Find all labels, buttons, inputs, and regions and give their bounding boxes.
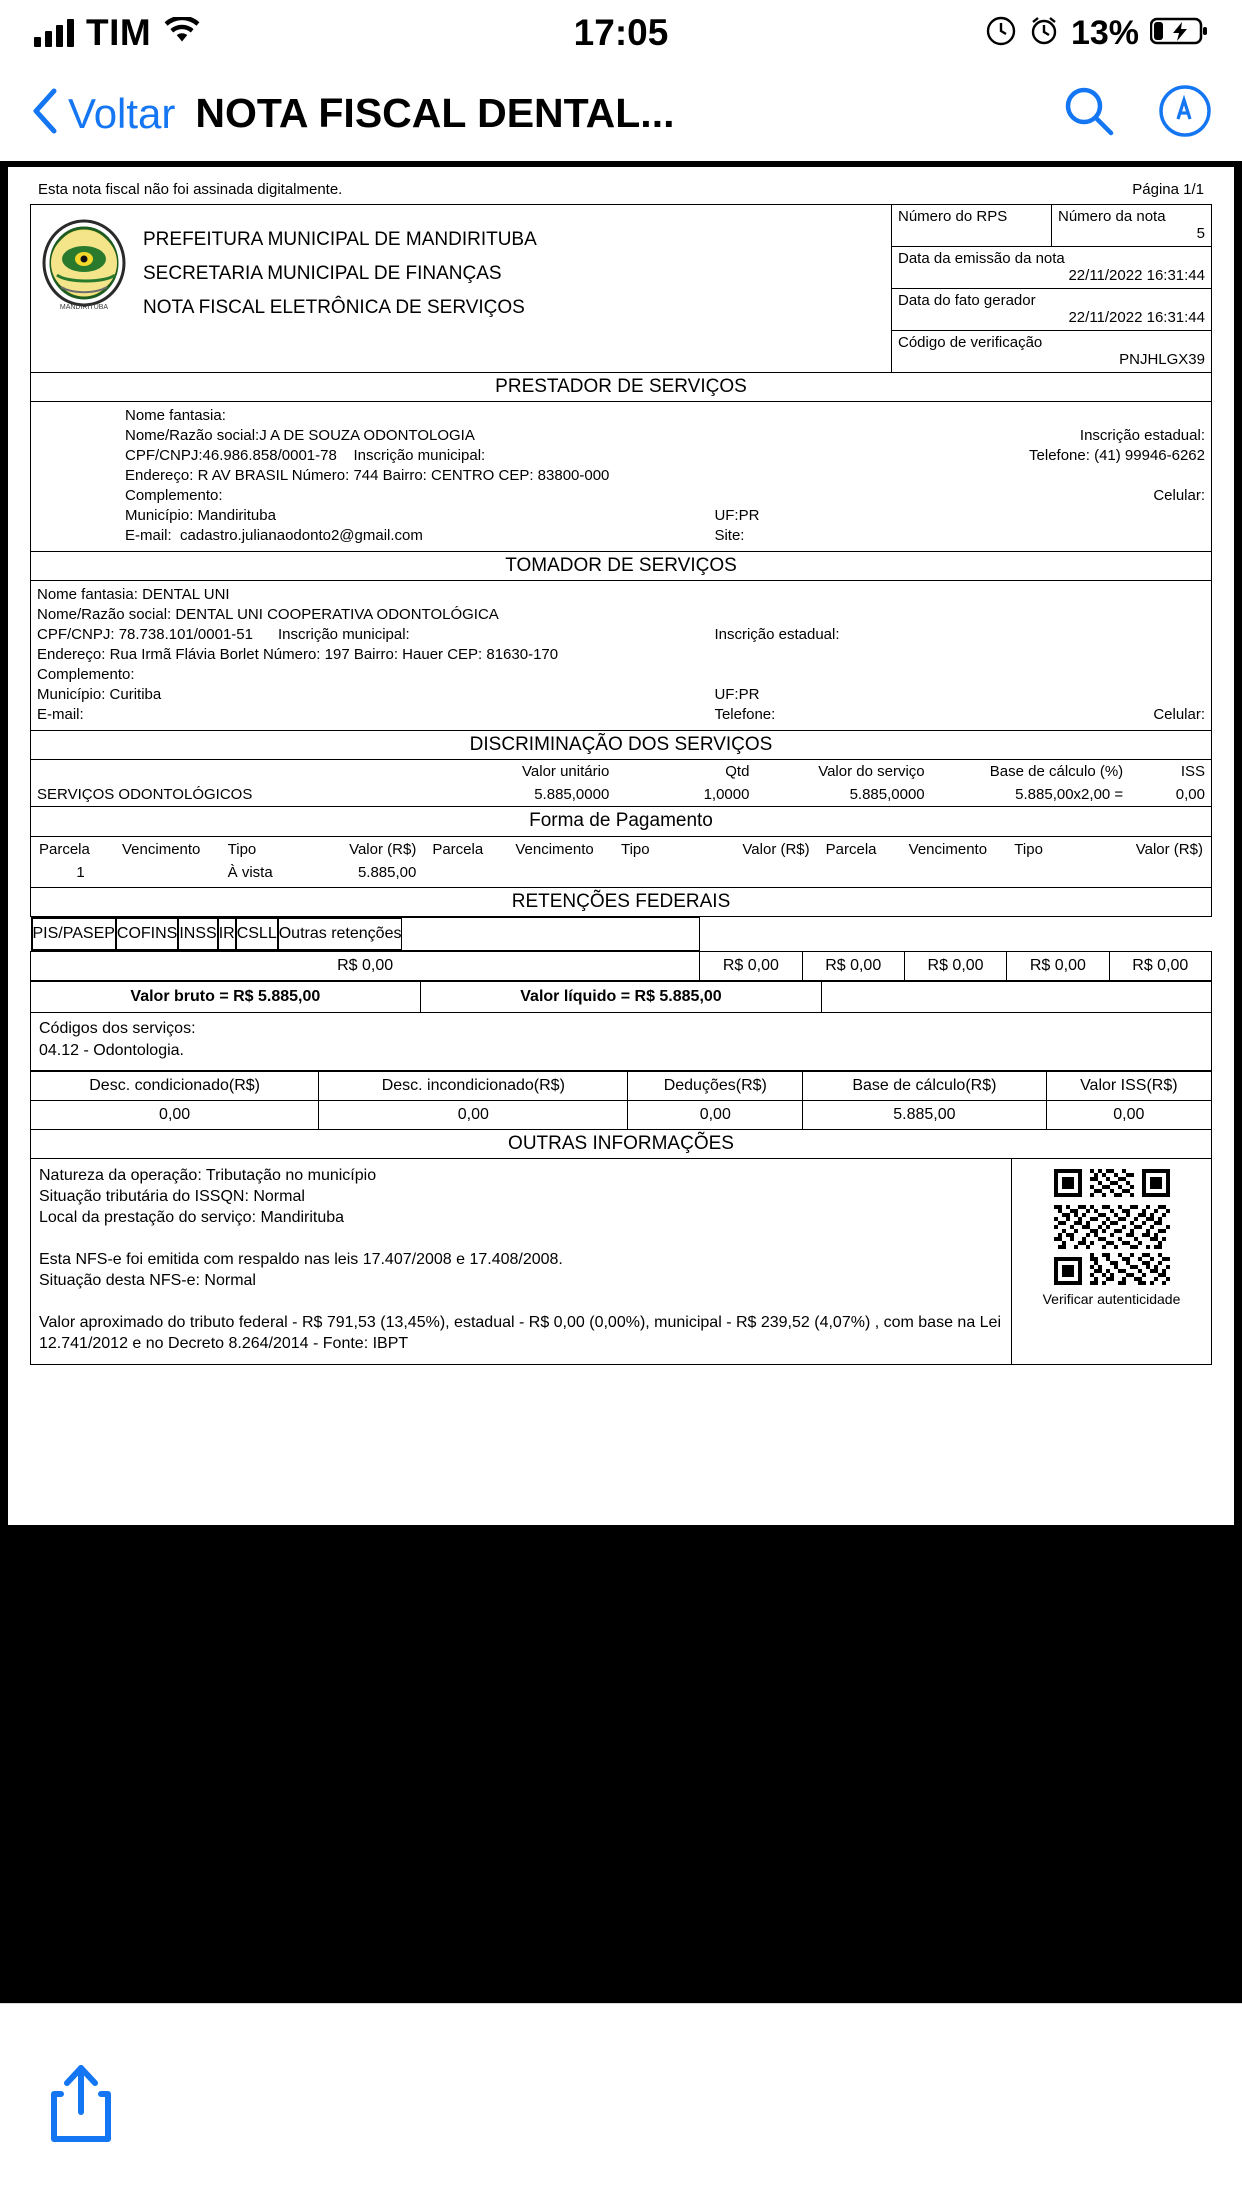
valor-liquido: Valor líquido = R$ 5.885,00: [420, 982, 822, 1013]
svg-text:MANDIRITUBA: MANDIRITUBA: [59, 304, 109, 311]
outras-line-4: [39, 1228, 1003, 1249]
tomador-ie-label: Inscrição estadual:: [714, 626, 840, 643]
tomador-im-label: Inscrição municipal:: [278, 626, 410, 643]
pagamento-col-vencimento: Vencimento: [122, 841, 201, 858]
viewer-bottom-gap: [0, 1883, 1242, 2003]
status-bar: [0, 0, 1242, 66]
descontos-col-valor-iss: Valor ISS(R$): [1046, 1072, 1211, 1101]
prestador-ie-label: Inscrição estadual:: [1079, 427, 1205, 444]
prestador-razao-value: J A DE SOUZA ODONTOLOGIA: [259, 427, 475, 444]
share-icon[interactable]: [48, 2062, 114, 2151]
pagamento-table: [30, 837, 1212, 888]
pagamento-col-parcela-2: Parcela: [432, 841, 484, 858]
retencoes-section-title: RETENÇÕES FEDERAIS: [30, 888, 1212, 917]
fato-gerador-label: Data do fato gerador: [898, 292, 1036, 309]
pagamento-tipo-value: À vista: [227, 864, 273, 881]
service-valor-unitario: 5.885,0000: [534, 786, 610, 803]
nota-cell: [1051, 205, 1211, 246]
issuer-line-3: NOTA FISCAL ELETRÔNICA DE SERVIÇOS: [143, 297, 525, 318]
service-valor-servico: 5.885,0000: [849, 786, 925, 803]
tomador-cnpj-label: CPF/CNPJ:: [37, 626, 115, 643]
pagamento-group-2-values: [424, 864, 817, 881]
prestador-nome-fantasia-label: Nome fantasia:: [125, 407, 226, 424]
retencoes-value-pis: R$ 0,00: [31, 952, 700, 981]
prestador-block: [30, 402, 1212, 552]
pagamento-col-tipo: Tipo: [227, 841, 257, 858]
bottom-toolbar: [0, 2003, 1242, 2208]
pagamento-vencimento-value: [122, 864, 228, 881]
rps-nota-row: [892, 205, 1211, 247]
outras-line-8: Valor aproximado do tributo federal - R$ 791,53 (13,45%), estadual - R$ 0,00 (0,00%), municipal - R$ 239,52 (4,07%) , com base na Lei: [39, 1314, 1002, 1331]
services-col-base-calculo: Base de cálculo (%): [989, 763, 1124, 780]
qr-caption: Verificar autenticidade: [1042, 1291, 1181, 1307]
pagamento-col-vencimento-3: Vencimento: [908, 841, 988, 858]
services-col-valor-servico: Valor do serviço: [818, 763, 925, 780]
totais-empty-cell: [822, 982, 1212, 1013]
descontos-col-condicionado: Desc. condicionado(R$): [31, 1072, 319, 1101]
services-col-valor-unitario: Valor unitário: [522, 763, 610, 780]
emissao-value: 22/11/2022 16:31:44: [1068, 267, 1205, 284]
prestador-telefone-value: (41) 99946-6262: [1094, 447, 1205, 464]
invoice-meta: [891, 205, 1211, 372]
retencoes-values-row: [31, 952, 1212, 981]
outras-line-7: [39, 1291, 1003, 1312]
descontos-header-row: [31, 1072, 1212, 1101]
pagamento-group-3-values: [818, 864, 1211, 881]
tomador-municipio-value: Curitiba: [109, 686, 162, 703]
verificacao-value: PNJHLGX39: [1119, 351, 1205, 368]
chevron-left-icon: [30, 87, 58, 140]
pagamento-valor-value: 5.885,00: [357, 864, 417, 881]
prestador-endereco-label: Endereço:: [125, 467, 194, 484]
issuer-line-1: PREFEITURA MUNICIPAL DE MANDIRITUBA: [143, 229, 537, 250]
pagamento-col-valor-2: Valor (R$): [742, 841, 810, 858]
prestador-cnpj-label: CPF/CNPJ:: [125, 447, 203, 464]
issuer-lines: [143, 213, 537, 325]
outras-informacoes-text: [31, 1159, 1011, 1364]
rps-cell: [892, 205, 1051, 246]
pagamento-header-group-2: [424, 841, 817, 858]
retencoes-value-outras: R$ 0,00: [1109, 952, 1211, 981]
tomador-telefone-label: Telefone:: [714, 706, 776, 723]
nav-actions: [1060, 83, 1212, 144]
not-signed-notice: Esta nota fiscal não foi assinada digitalmente.: [38, 181, 343, 198]
invoice-header: [30, 204, 1212, 373]
prestador-complemento-label: Complemento:: [125, 487, 223, 504]
retencoes-col-outras: Outras retenções: [278, 918, 403, 950]
page-indicator: Página 1/1: [1132, 181, 1204, 198]
services-table: [30, 760, 1212, 807]
prestador-celular-label: Celular:: [1153, 487, 1205, 504]
prestador-uf-label: UF:: [714, 507, 739, 524]
carrier-label: TIM: [86, 12, 152, 53]
services-col-desc: [37, 763, 434, 780]
codigos-servicos-block: [30, 1013, 1212, 1071]
service-base-calculo: 5.885,00x2,00 =: [1015, 786, 1124, 803]
descontos-value-valor-iss: 0,00: [1046, 1101, 1211, 1130]
pagamento-data-row: [31, 864, 1211, 881]
nota-value: 5: [1196, 225, 1205, 242]
pagamento-parcela-value: 1: [76, 864, 85, 881]
pagamento-header-row: [31, 841, 1211, 858]
tomador-nome-fantasia-value: DENTAL UNI: [142, 586, 230, 603]
tomador-celular-label: Celular:: [1153, 706, 1205, 723]
fato-gerador-value: 22/11/2022 16:31:44: [1068, 309, 1205, 326]
services-col-iss: ISS: [1180, 763, 1205, 780]
prestador-uf-value: PR: [738, 507, 760, 524]
service-qtd: 1,0000: [703, 786, 750, 803]
descontos-col-base-calculo: Base de cálculo(R$): [803, 1072, 1046, 1101]
markup-pen-icon[interactable]: [1158, 84, 1212, 143]
service-descricao: SERVIÇOS ODONTOLÓGICOS: [37, 786, 253, 803]
descontos-table: [30, 1071, 1212, 1130]
tomador-municipio-label: Município:: [37, 686, 106, 703]
service-iss: 0,00: [1175, 786, 1205, 803]
tomador-complemento-label: Complemento:: [37, 666, 135, 683]
descontos-value-condicionado: 0,00: [31, 1101, 319, 1130]
retencoes-col-ir: IR: [218, 918, 236, 950]
document-viewer[interactable]: [0, 161, 1242, 1883]
pagamento-col-parcela-3: Parcela: [825, 841, 877, 858]
fato-gerador-row: [892, 289, 1211, 331]
city-coat-of-arms-icon: [37, 213, 131, 321]
back-button[interactable]: [30, 87, 175, 140]
tomador-section-title: TOMADOR DE SERVIÇOS: [30, 552, 1212, 581]
tomador-nome-fantasia-label: Nome fantasia:: [37, 586, 138, 603]
retencoes-value-inss: R$ 0,00: [802, 952, 904, 981]
tomador-endereco-value: Rua Irmã Flávia Borlet Número: 197 Bairro: Hauer CEP: 81630-170: [109, 646, 559, 663]
codigos-servicos-label: Códigos dos serviços:: [39, 1020, 196, 1037]
emissao-row: [892, 247, 1211, 289]
page-head: [30, 181, 1212, 204]
descontos-value-incondicionado: 0,00: [319, 1101, 628, 1130]
totais-row: [31, 982, 1212, 1013]
services-header-row: [31, 760, 1211, 783]
prestador-cnpj-value: 46.986.858/0001-78: [202, 447, 337, 464]
pagamento-col-parcela: Parcela: [39, 841, 90, 858]
tomador-email-label: E-mail:: [37, 706, 84, 723]
retencoes-value-csll: R$ 0,00: [1007, 952, 1109, 981]
pagamento-col-tipo-2: Tipo: [620, 841, 650, 858]
table-row: [31, 783, 1211, 806]
retencoes-value-cofins: R$ 0,00: [700, 952, 802, 981]
retencoes-header-row: [31, 917, 700, 951]
verificacao-label: Código de verificação: [898, 334, 1043, 351]
prestador-email-label: E-mail:: [125, 527, 172, 544]
emissao-label: Data da emissão da nota: [898, 250, 1065, 267]
search-icon[interactable]: [1060, 83, 1116, 144]
nota-label: Número da nota: [1058, 208, 1166, 225]
retencoes-col-pis: PIS/PASEP: [32, 918, 116, 950]
tomador-uf-label: UF:: [714, 686, 739, 703]
tomador-razao-value: DENTAL UNI COOPERATIVA ODONTOLÓGICA: [175, 606, 499, 623]
totais-table: [30, 981, 1212, 1013]
back-button-label: Voltar: [68, 89, 176, 137]
clock-label: 17:05: [573, 12, 669, 53]
retencoes-col-csll: CSLL: [236, 918, 278, 950]
tomador-uf-value: PR: [738, 686, 760, 703]
invoice-header-left: [31, 205, 891, 372]
retencoes-value-ir: R$ 0,00: [904, 952, 1006, 981]
pagamento-col-valor-3: Valor (R$): [1135, 841, 1203, 858]
prestador-email-value: cadastro.julianaodonto2@gmail.com: [180, 527, 423, 544]
valor-bruto: Valor bruto = R$ 5.885,00: [31, 982, 421, 1013]
pagamento-col-tipo-3: Tipo: [1014, 841, 1043, 858]
pagamento-header-group-3: [818, 841, 1211, 858]
retencoes-col-cofins: COFINS: [116, 918, 178, 950]
verificacao-row: [892, 331, 1211, 372]
pagamento-group-1-values: [31, 864, 424, 881]
rps-value: [898, 225, 1045, 242]
tomador-block: [30, 581, 1212, 731]
pagamento-section-title: Forma de Pagamento: [30, 807, 1212, 837]
prestador-site-label: Site:: [714, 527, 745, 544]
pagamento-col-valor: Valor (R$): [349, 841, 417, 858]
retencoes-col-inss: INSS: [178, 918, 217, 950]
outras-line-5: Esta NFS-e foi emitida com respaldo nas leis 17.407/2008 e 17.408/2008.: [39, 1251, 563, 1268]
descontos-values-row: [31, 1101, 1212, 1130]
descontos-col-incondicionado: Desc. incondicionado(R$): [319, 1072, 628, 1101]
tomador-cnpj-value: 78.738.101/0001-51: [118, 626, 253, 643]
rps-label: Número do RPS: [898, 208, 1008, 225]
descontos-value-base-calculo: 5.885,00: [803, 1101, 1046, 1130]
tomador-razao-label: Nome/Razão social:: [37, 606, 172, 623]
prestador-municipio-label: Município:: [125, 507, 194, 524]
prestador-razao-label: Nome/Razão social:: [125, 427, 260, 444]
outras-line-6: Situação desta NFS-e: Normal: [39, 1272, 256, 1289]
invoice-page: [8, 167, 1234, 1525]
page-title: NOTA FISCAL DENTAL...: [195, 90, 675, 136]
prestador-im-label: Inscrição municipal:: [353, 447, 486, 464]
prestador-municipio-value: Mandirituba: [197, 507, 276, 524]
qr-block[interactable]: [1011, 1159, 1211, 1364]
pagamento-col-vencimento-2: Vencimento: [515, 841, 594, 858]
descontos-value-deducoes: 0,00: [628, 1101, 803, 1130]
outras-informacoes-block: [30, 1159, 1212, 1365]
outras-line-3: Local da prestação do serviço: Mandirituba: [39, 1209, 345, 1226]
services-col-qtd: Qtd: [725, 763, 750, 780]
descontos-col-deducoes: Deduções(R$): [628, 1072, 803, 1101]
outras-line-1: Natureza da operação: Tributação no município: [39, 1167, 377, 1184]
prestador-section-title: PRESTADOR DE SERVIÇOS: [30, 373, 1212, 402]
outras-informacoes-section-title: OUTRAS INFORMAÇÕES: [30, 1130, 1212, 1159]
codigos-servicos-value: 04.12 - Odontologia.: [39, 1042, 184, 1059]
battery-percent-label: 13%: [1070, 13, 1139, 52]
qr-code-icon[interactable]: [1054, 1169, 1170, 1285]
retencoes-table: [30, 917, 1212, 981]
prestador-telefone-label: Telefone:: [1029, 447, 1090, 464]
outras-line-9: 12.741/2012 e no Decreto 8.264/2014 - Fonte: IBPT: [39, 1335, 409, 1352]
issuer-line-2: SECRETARIA MUNICIPAL DE FINANÇAS: [143, 263, 502, 284]
pagamento-header-group-1: [31, 841, 424, 858]
navigation-bar: [0, 66, 1242, 161]
prestador-endereco-value: R AV BRASIL Número: 744 Bairro: CENTRO CEP: 83800-000: [197, 467, 610, 484]
outras-line-2: Situação tributária do ISSQN: Normal: [39, 1188, 305, 1205]
tomador-endereco-label: Endereço:: [37, 646, 106, 663]
discriminacao-section-title: DISCRIMINAÇÃO DOS SERVIÇOS: [30, 731, 1212, 760]
